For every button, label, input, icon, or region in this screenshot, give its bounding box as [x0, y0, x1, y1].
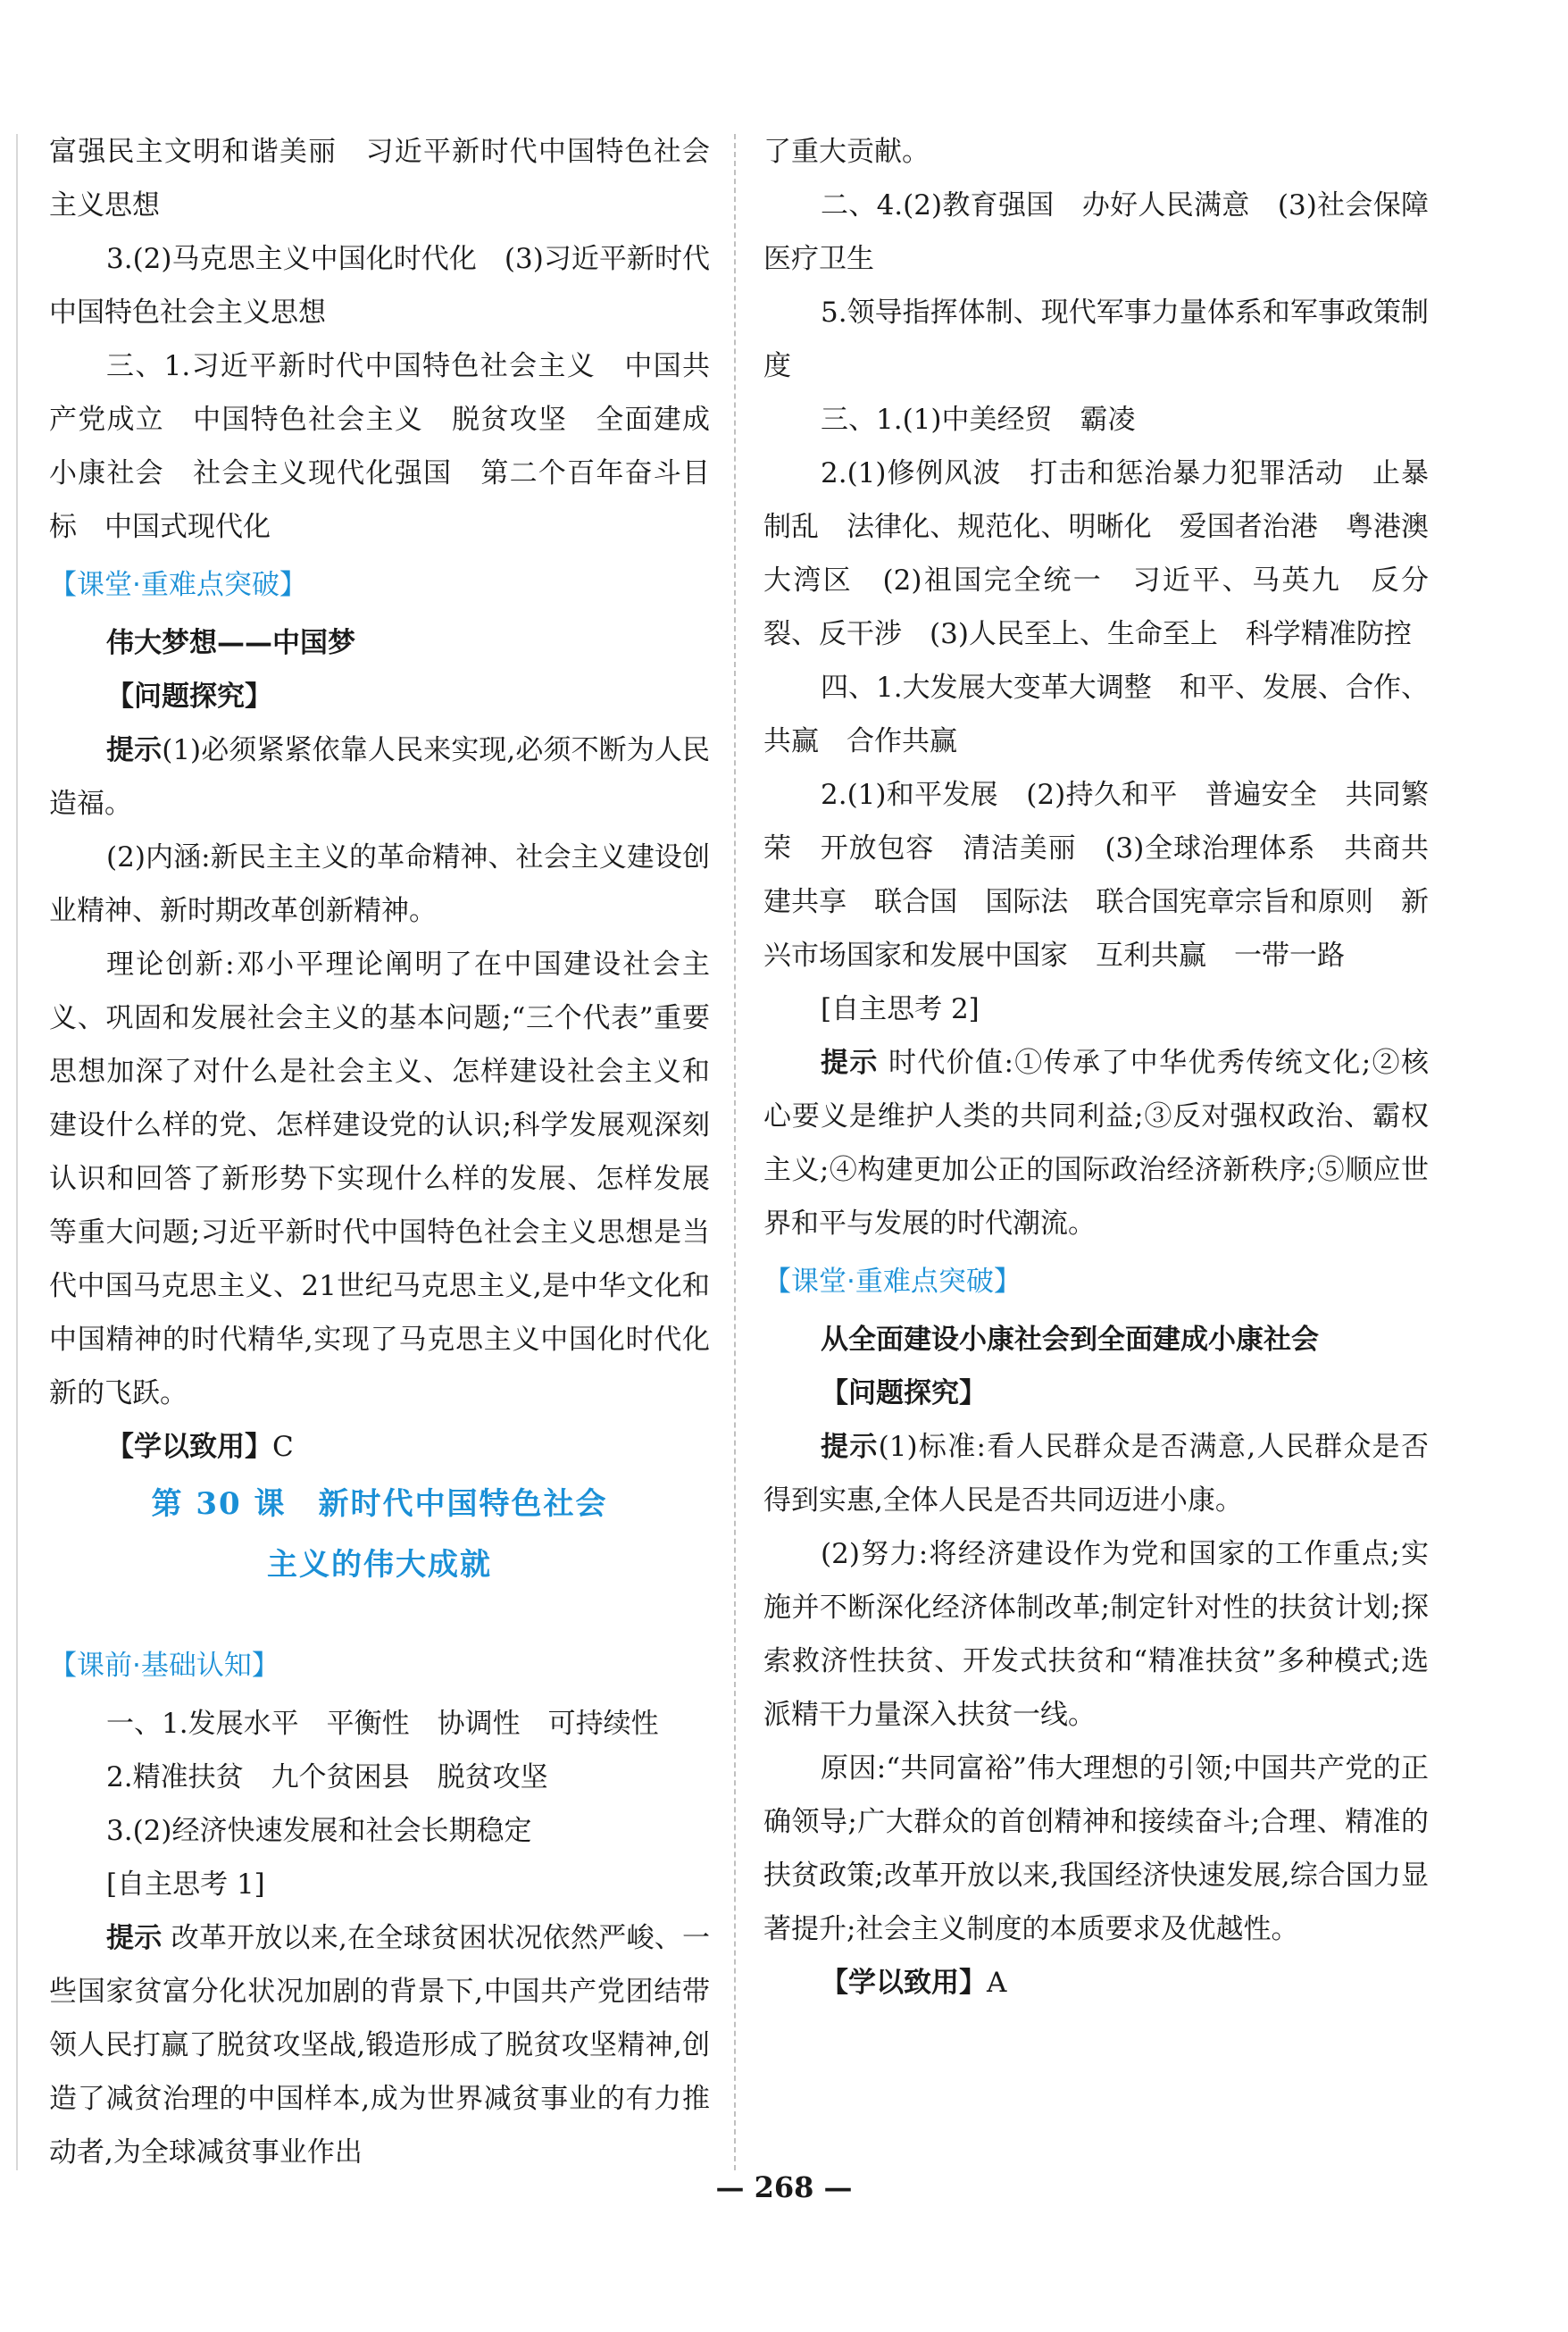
- page-number: — 268 —: [715, 2170, 853, 2204]
- paragraph: 二、4.(2)教育强国 办好人民满意 (3)社会保障 医疗卫生: [763, 189, 1456, 275]
- paragraph: 三、1.(1)中美经贸 霸凌: [821, 404, 1136, 436]
- hint-paragraph: 提示(1)必须紧紧依靠人民来实现,必须不断为人民造福。: [49, 734, 711, 820]
- hint-paragraph: 提示(1)标准:看人民群众是否满意,人民群众是否得到实惠,全体人民是否共同迈进小康。: [763, 1431, 1429, 1517]
- hint-paragraph: 提示 改革开放以来,在全球贫困状况依然严峻、一些国家贫富分化状况加剧的背景下,中国共产党团结带领人民打赢了脱贫攻坚战,锻造形成了脱贫攻坚精神,创造了减贫治理的中国样本,成为世界减贫事业的有力推动者,为全球减贫事业作出: [49, 1922, 711, 2169]
- paragraph: 四、1.大发展大变革大调整 和平、发展、合作、共赢 合作共赢: [763, 672, 1429, 757]
- topic-heading: 伟大梦想——中国梦: [106, 627, 355, 659]
- hint-paragraph: (2)努力:将经济建设作为党和国家的工作重点;实施并不断深化经济体制改革;制定针对性的扶贫计划;探索救济性扶贫、开发式扶贫和“精准扶贫”多种模式;选派精干力量深入扶贫一线。: [763, 1538, 1429, 1731]
- left-column: [49, 125, 710, 2179]
- paragraph: 富强民主文明和谐美丽 习近平新时代中国特色社会主义思想: [49, 136, 710, 221]
- section-heading: 【课堂·重难点突破】: [763, 1266, 1022, 1298]
- paragraph: 3.(2)经济快速发展和社会长期稳定: [106, 1815, 532, 1847]
- paragraph: 2.(1)修例风波 打击和惩治暴力犯罪活动 止暴制乱 法律化、规范化、明晰化 爱国者治港 粤港澳大湾区 (2)祖国完全统一 习近平、马英九 反分裂、反干涉 (3)人民至上、生命至上 科学精准防控: [763, 457, 1429, 650]
- left-margin-rule: [16, 134, 18, 2170]
- hint-paragraph: 理论创新:邓小平理论阐明了在中国建设社会主义、巩固和发展社会主义的基本问题;“三个代表”重要思想加深了对什么是社会主义、怎样建设社会主义和建设什么样的党、怎样建设党的认识;科学发展观深刻认识和回答了新形势下实现什么样的发展、怎样发展等重大问题;习近平新时代中国特色社会主义思想是当代中国马克思主义、21世纪马克思主义,是中华文化和中国精神的时代精华,实现了马克思主义中国化时代化新的飞跃。: [49, 949, 710, 1409]
- apply-answer: 【学以致用】C: [106, 1431, 294, 1463]
- topic-heading: 从全面建设小康社会到全面建成小康社会: [821, 1324, 1319, 1356]
- inquiry-heading: 【问题探究】: [106, 681, 272, 713]
- lesson-title-line-1: 第 30 课 新时代中国特色社会: [151, 1486, 608, 1522]
- paragraph: 一、1.发展水平 平衡性 协调性 可持续性: [106, 1708, 659, 1740]
- think-heading: [自主思考 2]: [821, 993, 980, 1025]
- apply-answer: 【学以致用】A: [821, 1967, 1007, 1999]
- paragraph: 3.(2)马克思主义中国化时代化 (3)习近平新时代中国特色社会主义思想: [49, 243, 710, 329]
- paragraph: 了重大贡献。: [763, 136, 930, 168]
- hint-label: 提示: [106, 734, 163, 766]
- paragraph: 2.(1)和平发展 (2)持久和平 普遍安全 共同繁荣 开放包容 清洁美丽 (3)全球治理体系 共商共建共享 联合国 国际法 联合国宪章宗旨和原则 新兴市场国家和发展中国家 互利共赢 一带一路: [763, 779, 1429, 972]
- section-heading: 【课堂·重难点突破】: [49, 569, 307, 601]
- lesson-title-line-2: 主义的伟大成就: [267, 1547, 492, 1583]
- hint-paragraph: 提示 时代价值:①传承了中华优秀传统文化;②核心要义是维护人类的共同利益;③反对强权政治、霸权主义;④构建更加公正的国际政治经济新秩序;⑤顺应世界和平与发展的时代潮流。: [763, 1047, 1429, 1240]
- column-divider: [734, 134, 736, 2170]
- paragraph: 2.精准扶贫 九个贫困县 脱贫攻坚: [106, 1761, 548, 1793]
- section-heading: 【课前·基础认知】: [49, 1650, 279, 1682]
- paragraph: 三、1.习近平新时代中国特色社会主义 中国共产党成立 中国特色社会主义 脱贫攻坚 全面建成小康社会 社会主义现代化强国 第二个百年奋斗目标 中国式现代化: [49, 350, 710, 543]
- hint-paragraph: (2)内涵:新民主主义的革命精神、社会主义建设创业精神、新时期改革创新精神。: [49, 841, 710, 927]
- inquiry-heading: 【问题探究】: [821, 1377, 987, 1409]
- right-column: [763, 125, 1456, 2010]
- hint-paragraph: 原因:“共同富裕”伟大理想的引领;中国共产党的正确领导;广大群众的首创精神和接续奋斗;合理、精准的扶贫政策;改革开放以来,我国经济快速发展,综合国力显著提升;社会主义制度的本质要求及优越性。: [763, 1752, 1429, 1945]
- think-heading: [自主思考 1]: [106, 1868, 265, 1901]
- paragraph: 5.领导指挥体制、现代军事力量体系和军事政策制度: [763, 297, 1429, 382]
